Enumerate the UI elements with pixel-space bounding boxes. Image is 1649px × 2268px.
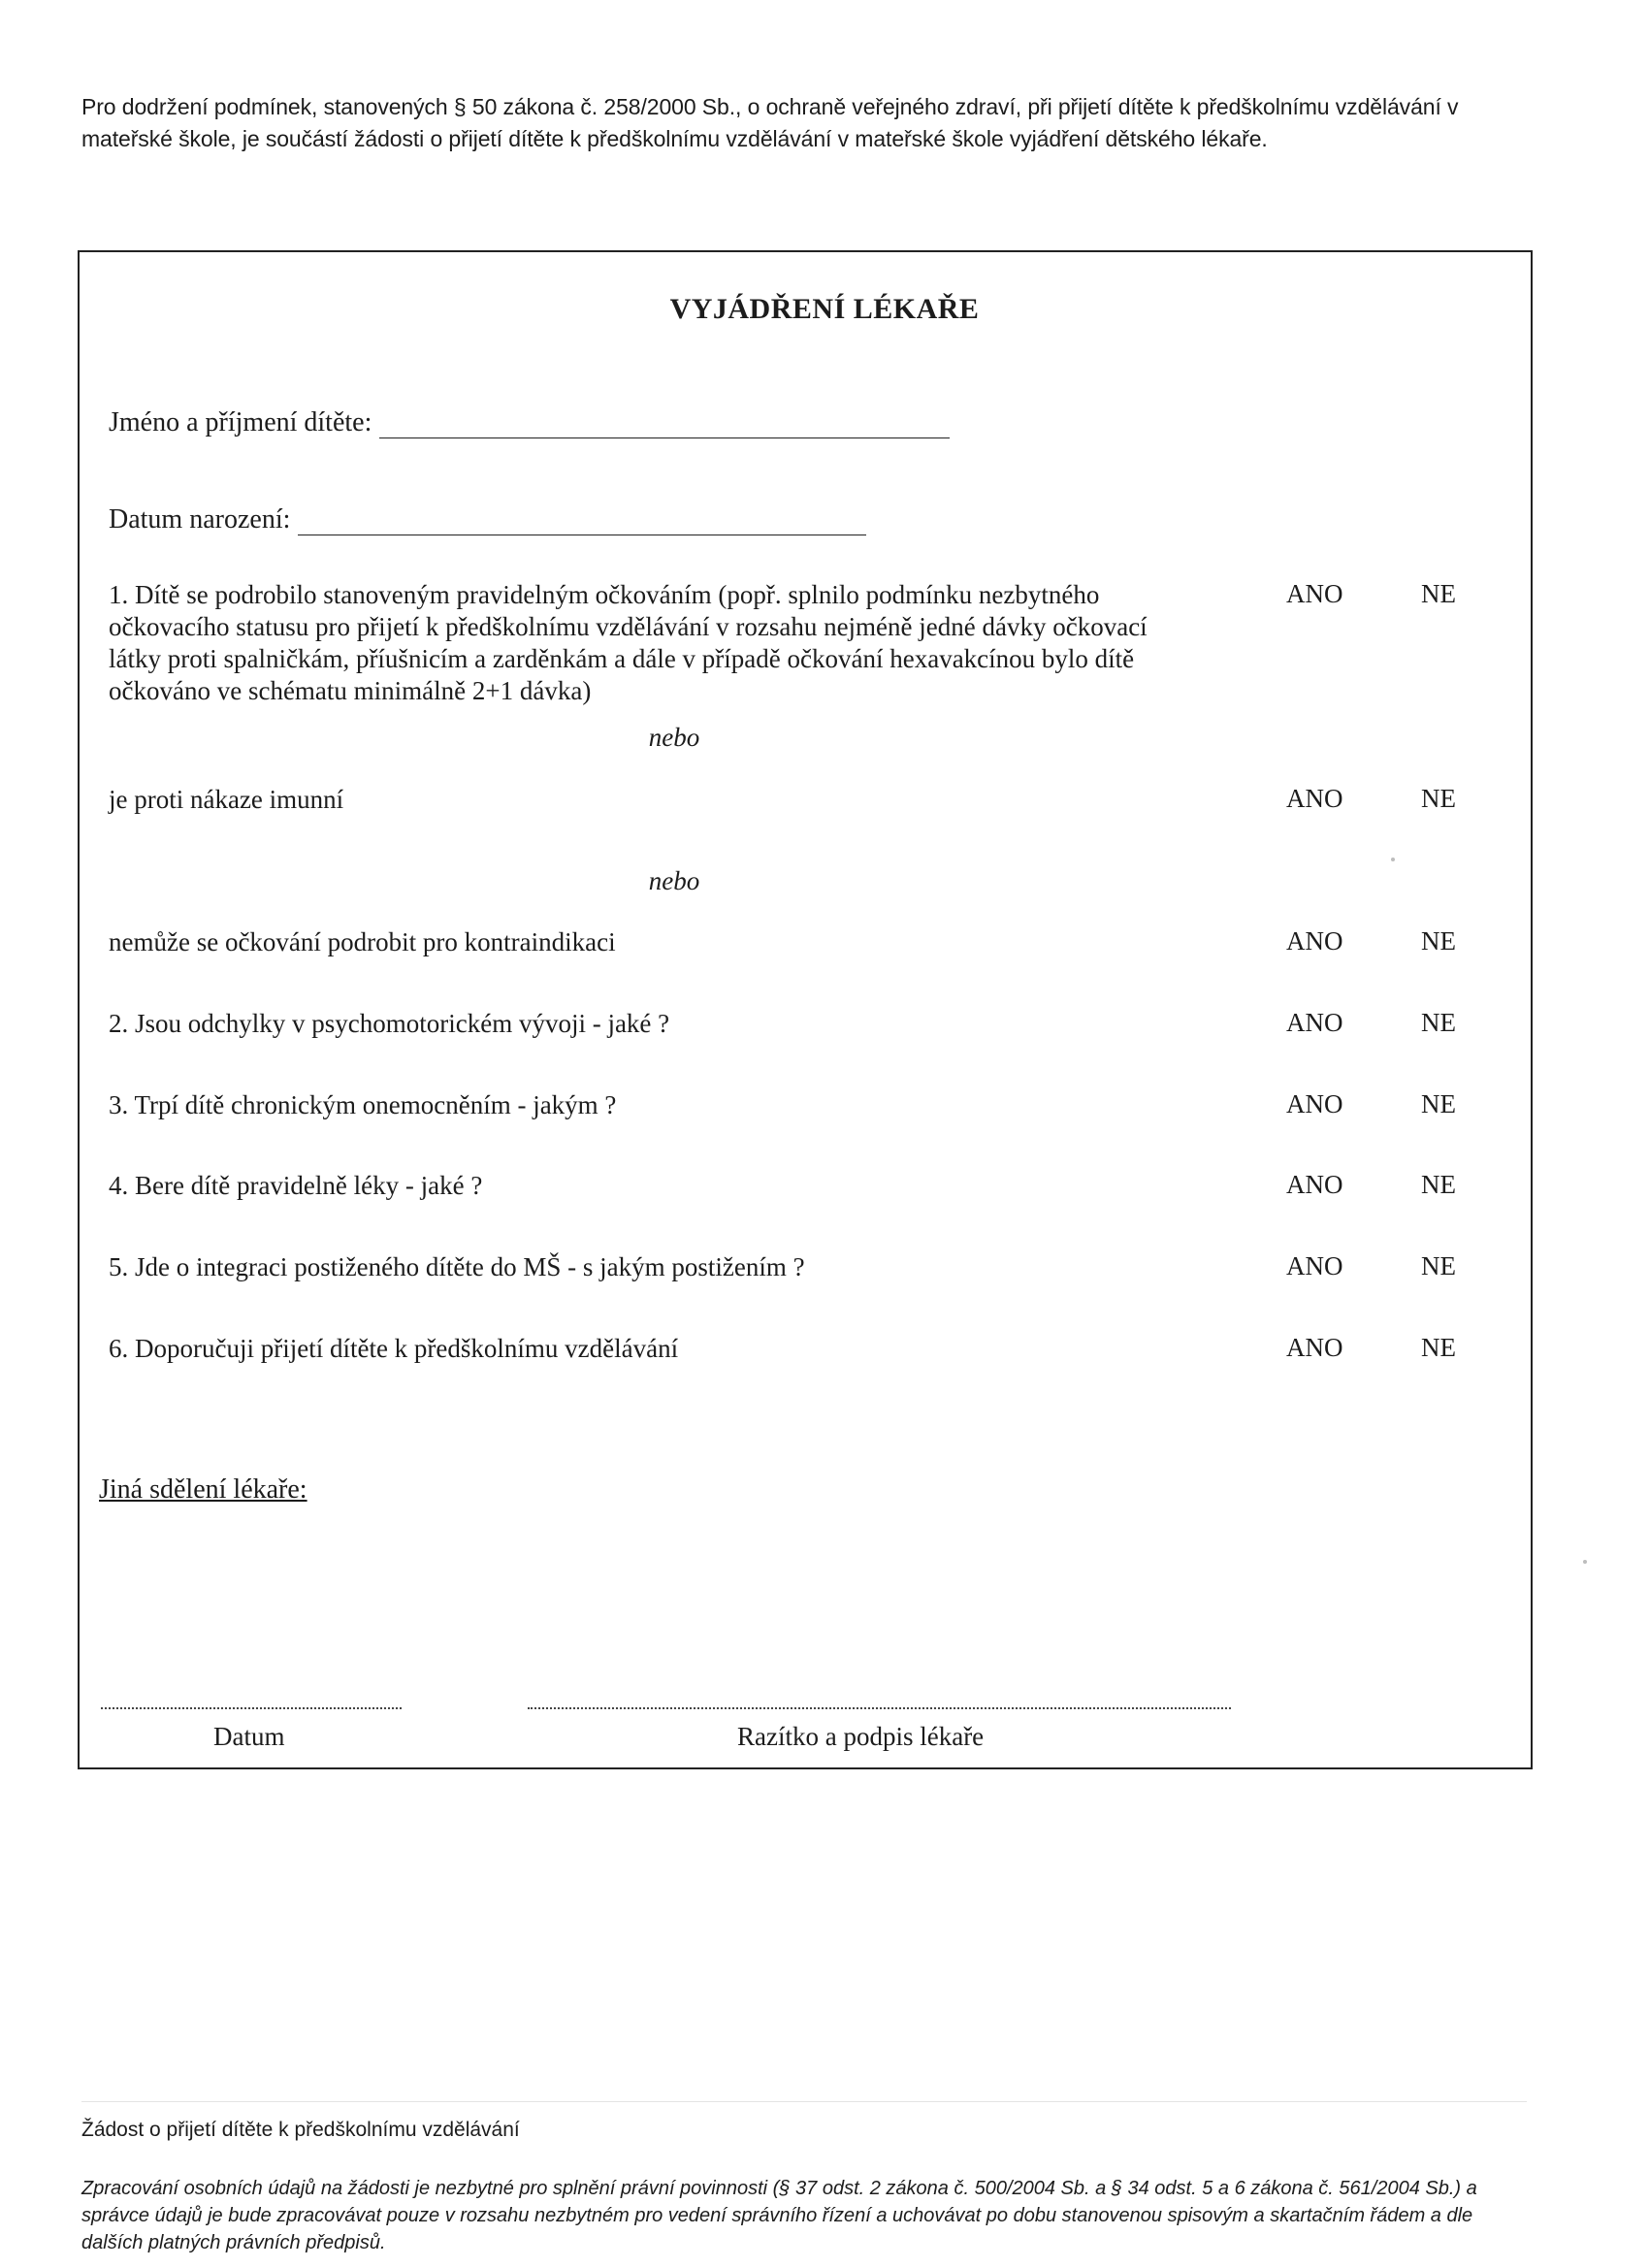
question-6: 6. Doporučuji přijetí dítěte k předškolnímu vzdělávání bbox=[109, 1334, 679, 1363]
q4-yes-option[interactable]: ANO bbox=[1286, 1170, 1343, 1199]
q1b-no-option[interactable]: NE bbox=[1421, 784, 1456, 813]
q4-no-option[interactable]: NE bbox=[1421, 1170, 1456, 1199]
or-separator-1: nebo bbox=[648, 723, 700, 752]
intro-paragraph: Pro dodržení podmínek, stanovených § 50 zákona č. 258/2000 Sb., o ochraně veřejného zdraví, při přijetí dítěte k předškolnímu vzdělávání v mateřské škole, je součástí žádosti o přijetí dítěte k předškolnímu vzdělávání v mateřské škole vyjádření dětského lékaře. bbox=[81, 94, 1459, 151]
question-2: 2. Jsou odchylky v psychomotorickém vývoji - jaké ? bbox=[109, 1009, 670, 1038]
q1-yes-option[interactable]: ANO bbox=[1286, 579, 1343, 608]
q5-yes-option[interactable]: ANO bbox=[1286, 1251, 1343, 1280]
footer-title: Žádost o přijetí dítěte k předškolnímu vzdělávání bbox=[81, 2119, 520, 2141]
birth-date-label: Datum narození: bbox=[109, 504, 291, 535]
scan-speck bbox=[1583, 1560, 1587, 1564]
question-4: 4. Bere dítě pravidelně léky - jaké ? bbox=[109, 1171, 483, 1200]
other-notes-label: Jiná sdělení lékaře: bbox=[99, 1474, 307, 1505]
q2-no-option[interactable]: NE bbox=[1421, 1008, 1456, 1037]
q5-no-option[interactable]: NE bbox=[1421, 1251, 1456, 1280]
or-separator-2: nebo bbox=[648, 866, 700, 895]
question-3: 3. Trpí dítě chronickým onemocněním - jakým ? bbox=[109, 1090, 617, 1119]
question-5: 5. Jde o integraci postiženého dítěte do MŠ - s jakým postižením ? bbox=[109, 1252, 805, 1281]
q3-yes-option[interactable]: ANO bbox=[1286, 1089, 1343, 1118]
child-name-field bbox=[109, 407, 950, 438]
q2-yes-option[interactable]: ANO bbox=[1286, 1008, 1343, 1037]
q6-yes-option[interactable]: ANO bbox=[1286, 1333, 1343, 1362]
stamp-signature-label: Razítko a podpis lékaře bbox=[737, 1722, 985, 1751]
privacy-note: Zpracování osobních údajů na žádosti je nezbytné pro splnění právní povinnosti (§ 37 odst. 2 zákona č. 500/2004 Sb. a § 34 odst. 5 a 6 zákona č. 561/2004 Sb.) a správce údajů je bude zpracovávat pouze v rozsahu nezbytném pro vedení správního řízení a uchovávat po dobu stanovenou spisovým a skartačním řádem a dle dalších platných právních předpisů. bbox=[81, 2178, 1477, 2253]
form-title: VYJÁDŘENÍ LÉKAŘE bbox=[669, 293, 980, 325]
scan-speck bbox=[1391, 858, 1395, 861]
question-1-contraindication: nemůže se očkování podrobit pro kontraindikaci bbox=[109, 927, 616, 956]
q1c-yes-option[interactable]: ANO bbox=[1286, 926, 1343, 956]
question-1-immune: je proti nákaze imunní bbox=[109, 785, 344, 814]
footer-divider bbox=[81, 2101, 1527, 2102]
stamp-signature-line[interactable] bbox=[528, 1707, 1231, 1709]
question-1: 1. Dítě se podrobilo stanoveným pravidelným očkováním (popř. splnilo podmínku nezbytného očkovacího statusu pro přijetí k předškolnímu vzdělávání v rozsahu nejméně jedné dávky očkovací látky proti spalničkám, příušnicím a zarděnkám a dále v případě očkování hexavakcínou bylo dítě očkováno ve schématu minimálně 2+1 dávka) bbox=[109, 580, 1148, 705]
q1b-yes-option[interactable]: ANO bbox=[1286, 784, 1343, 813]
child-name-input[interactable] bbox=[379, 414, 950, 438]
date-label: Datum bbox=[213, 1722, 285, 1751]
date-signature-line[interactable] bbox=[101, 1707, 402, 1709]
q6-no-option[interactable]: NE bbox=[1421, 1333, 1456, 1362]
child-name-label: Jméno a příjmení dítěte: bbox=[109, 407, 372, 437]
birth-date-field bbox=[109, 504, 866, 535]
birth-date-input[interactable] bbox=[298, 511, 866, 535]
q1c-no-option[interactable]: NE bbox=[1421, 926, 1456, 956]
q1-no-option[interactable]: NE bbox=[1421, 579, 1456, 608]
q3-no-option[interactable]: NE bbox=[1421, 1089, 1456, 1118]
